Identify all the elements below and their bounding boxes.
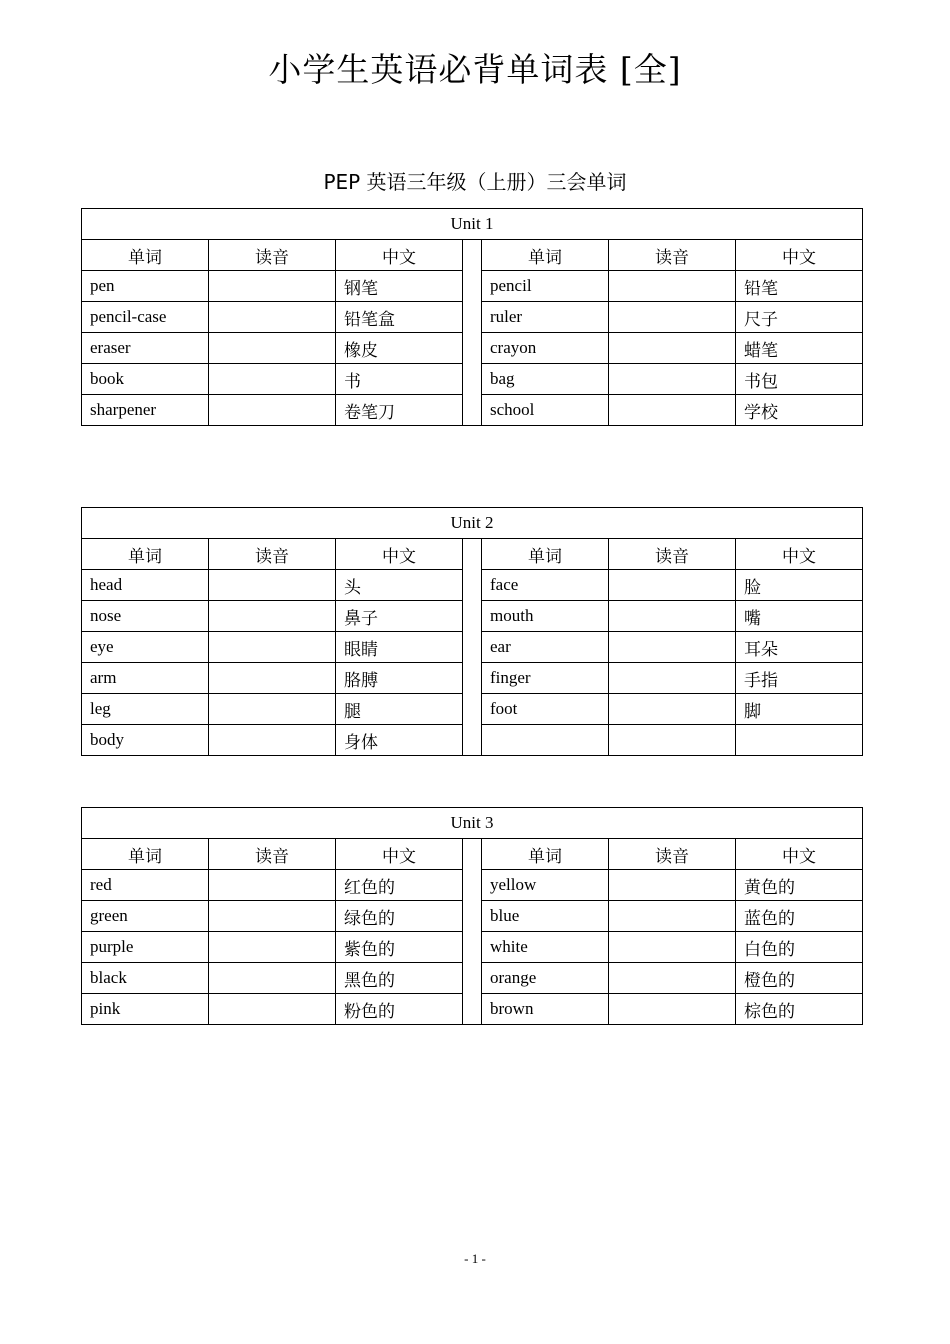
pronunciation-cell — [209, 333, 336, 364]
chinese-cell: 紫色的 — [336, 932, 463, 963]
page-number: - 1 - — [464, 1251, 486, 1266]
pronunciation-cell — [609, 271, 736, 302]
header-chinese: 中文 — [736, 240, 863, 271]
word-cell: body — [82, 725, 209, 756]
chinese-cell: 头 — [336, 570, 463, 601]
header-pronunciation: 读音 — [609, 839, 736, 870]
pronunciation-cell — [209, 632, 336, 663]
header-word: 单词 — [82, 240, 209, 271]
word-cell: white — [482, 932, 609, 963]
chinese-cell: 铅笔 — [736, 271, 863, 302]
chinese-cell: 身体 — [336, 725, 463, 756]
chinese-cell: 书包 — [736, 364, 863, 395]
column-separator — [463, 240, 482, 426]
header-chinese: 中文 — [336, 539, 463, 570]
chinese-cell: 黑色的 — [336, 963, 463, 994]
header-pronunciation: 读音 — [209, 839, 336, 870]
pronunciation-cell — [609, 901, 736, 932]
word-cell: pencil-case — [82, 302, 209, 333]
pronunciation-cell — [609, 570, 736, 601]
pronunciation-cell — [209, 663, 336, 694]
header-pronunciation: 读音 — [209, 539, 336, 570]
chinese-cell: 粉色的 — [336, 994, 463, 1025]
word-cell: ruler — [482, 302, 609, 333]
header-word: 单词 — [82, 539, 209, 570]
word-cell: black — [82, 963, 209, 994]
word-cell: blue — [482, 901, 609, 932]
unit-title: Unit 1 — [82, 209, 863, 240]
pronunciation-cell — [609, 632, 736, 663]
chinese-cell: 蓝色的 — [736, 901, 863, 932]
pronunciation-cell — [209, 271, 336, 302]
word-cell: purple — [82, 932, 209, 963]
pronunciation-cell — [209, 364, 336, 395]
pronunciation-cell — [609, 870, 736, 901]
pronunciation-cell — [209, 725, 336, 756]
chinese-cell: 卷笔刀 — [336, 395, 463, 426]
word-cell: brown — [482, 994, 609, 1025]
header-word: 单词 — [482, 539, 609, 570]
chinese-cell: 红色的 — [336, 870, 463, 901]
chinese-cell: 手指 — [736, 663, 863, 694]
word-cell: yellow — [482, 870, 609, 901]
word-cell — [482, 725, 609, 756]
chinese-cell: 鼻子 — [336, 601, 463, 632]
pronunciation-cell — [609, 395, 736, 426]
unit-table — [81, 807, 863, 1025]
pronunciation-cell — [209, 395, 336, 426]
chinese-cell — [736, 725, 863, 756]
word-cell: pink — [82, 994, 209, 1025]
word-cell: pen — [82, 271, 209, 302]
word-cell: arm — [82, 663, 209, 694]
chinese-cell: 钢笔 — [336, 271, 463, 302]
header-pronunciation: 读音 — [609, 539, 736, 570]
chinese-cell: 棕色的 — [736, 994, 863, 1025]
word-cell: green — [82, 901, 209, 932]
header-row — [82, 240, 863, 271]
pronunciation-cell — [609, 663, 736, 694]
word-cell: orange — [482, 963, 609, 994]
word-cell: bag — [482, 364, 609, 395]
pronunciation-cell — [209, 601, 336, 632]
pronunciation-cell — [209, 302, 336, 333]
pronunciation-cell — [609, 694, 736, 725]
word-cell: ear — [482, 632, 609, 663]
unit-title: Unit 3 — [82, 808, 863, 839]
pronunciation-cell — [209, 994, 336, 1025]
word-cell: pencil — [482, 271, 609, 302]
header-pronunciation: 读音 — [209, 240, 336, 271]
word-cell: face — [482, 570, 609, 601]
header-word: 单词 — [82, 839, 209, 870]
pronunciation-cell — [209, 570, 336, 601]
pronunciation-cell — [209, 901, 336, 932]
word-cell: school — [482, 395, 609, 426]
word-cell: book — [82, 364, 209, 395]
header-chinese: 中文 — [736, 539, 863, 570]
chinese-cell: 嘴 — [736, 601, 863, 632]
pronunciation-cell — [609, 725, 736, 756]
pronunciation-cell — [209, 963, 336, 994]
header-pronunciation: 读音 — [609, 240, 736, 271]
header-word: 单词 — [482, 839, 609, 870]
chinese-cell: 铅笔盒 — [336, 302, 463, 333]
pronunciation-cell — [609, 601, 736, 632]
word-cell: leg — [82, 694, 209, 725]
word-cell: red — [82, 870, 209, 901]
chinese-cell: 黄色的 — [736, 870, 863, 901]
chinese-cell: 橡皮 — [336, 333, 463, 364]
chinese-cell: 脚 — [736, 694, 863, 725]
pronunciation-cell — [609, 932, 736, 963]
pronunciation-cell — [609, 994, 736, 1025]
pronunciation-cell — [209, 932, 336, 963]
pronunciation-cell — [609, 302, 736, 333]
word-cell: crayon — [482, 333, 609, 364]
section-title: PEP 英语三年级（上册）三会单词 — [323, 170, 627, 194]
pronunciation-cell — [209, 694, 336, 725]
chinese-cell: 绿色的 — [336, 901, 463, 932]
unit-title-row — [82, 508, 863, 539]
pronunciation-cell — [609, 963, 736, 994]
word-cell: nose — [82, 601, 209, 632]
chinese-cell: 书 — [336, 364, 463, 395]
chinese-cell: 尺子 — [736, 302, 863, 333]
word-cell: head — [82, 570, 209, 601]
chinese-cell: 白色的 — [736, 932, 863, 963]
word-cell: eraser — [82, 333, 209, 364]
header-row — [82, 839, 863, 870]
pronunciation-cell — [209, 870, 336, 901]
chinese-cell: 眼睛 — [336, 632, 463, 663]
chinese-cell: 腿 — [336, 694, 463, 725]
column-separator — [463, 539, 482, 756]
unit-title-row — [82, 808, 863, 839]
chinese-cell: 胳膊 — [336, 663, 463, 694]
word-cell: eye — [82, 632, 209, 663]
chinese-cell: 耳朵 — [736, 632, 863, 663]
header-row — [82, 539, 863, 570]
chinese-cell: 学校 — [736, 395, 863, 426]
chinese-cell: 脸 — [736, 570, 863, 601]
unit-table — [81, 208, 863, 426]
word-cell: finger — [482, 663, 609, 694]
chinese-cell: 橙色的 — [736, 963, 863, 994]
unit-title: Unit 2 — [82, 508, 863, 539]
pronunciation-cell — [609, 333, 736, 364]
page-title: 小学生英语必背单词表 [全] — [268, 50, 682, 89]
column-separator — [463, 839, 482, 1025]
unit-title-row — [82, 209, 863, 240]
pronunciation-cell — [609, 364, 736, 395]
header-word: 单词 — [482, 240, 609, 271]
header-chinese: 中文 — [336, 240, 463, 271]
unit-table — [81, 507, 863, 756]
header-chinese: 中文 — [736, 839, 863, 870]
word-cell: mouth — [482, 601, 609, 632]
word-cell: foot — [482, 694, 609, 725]
chinese-cell: 蜡笔 — [736, 333, 863, 364]
header-chinese: 中文 — [336, 839, 463, 870]
word-cell: sharpener — [82, 395, 209, 426]
